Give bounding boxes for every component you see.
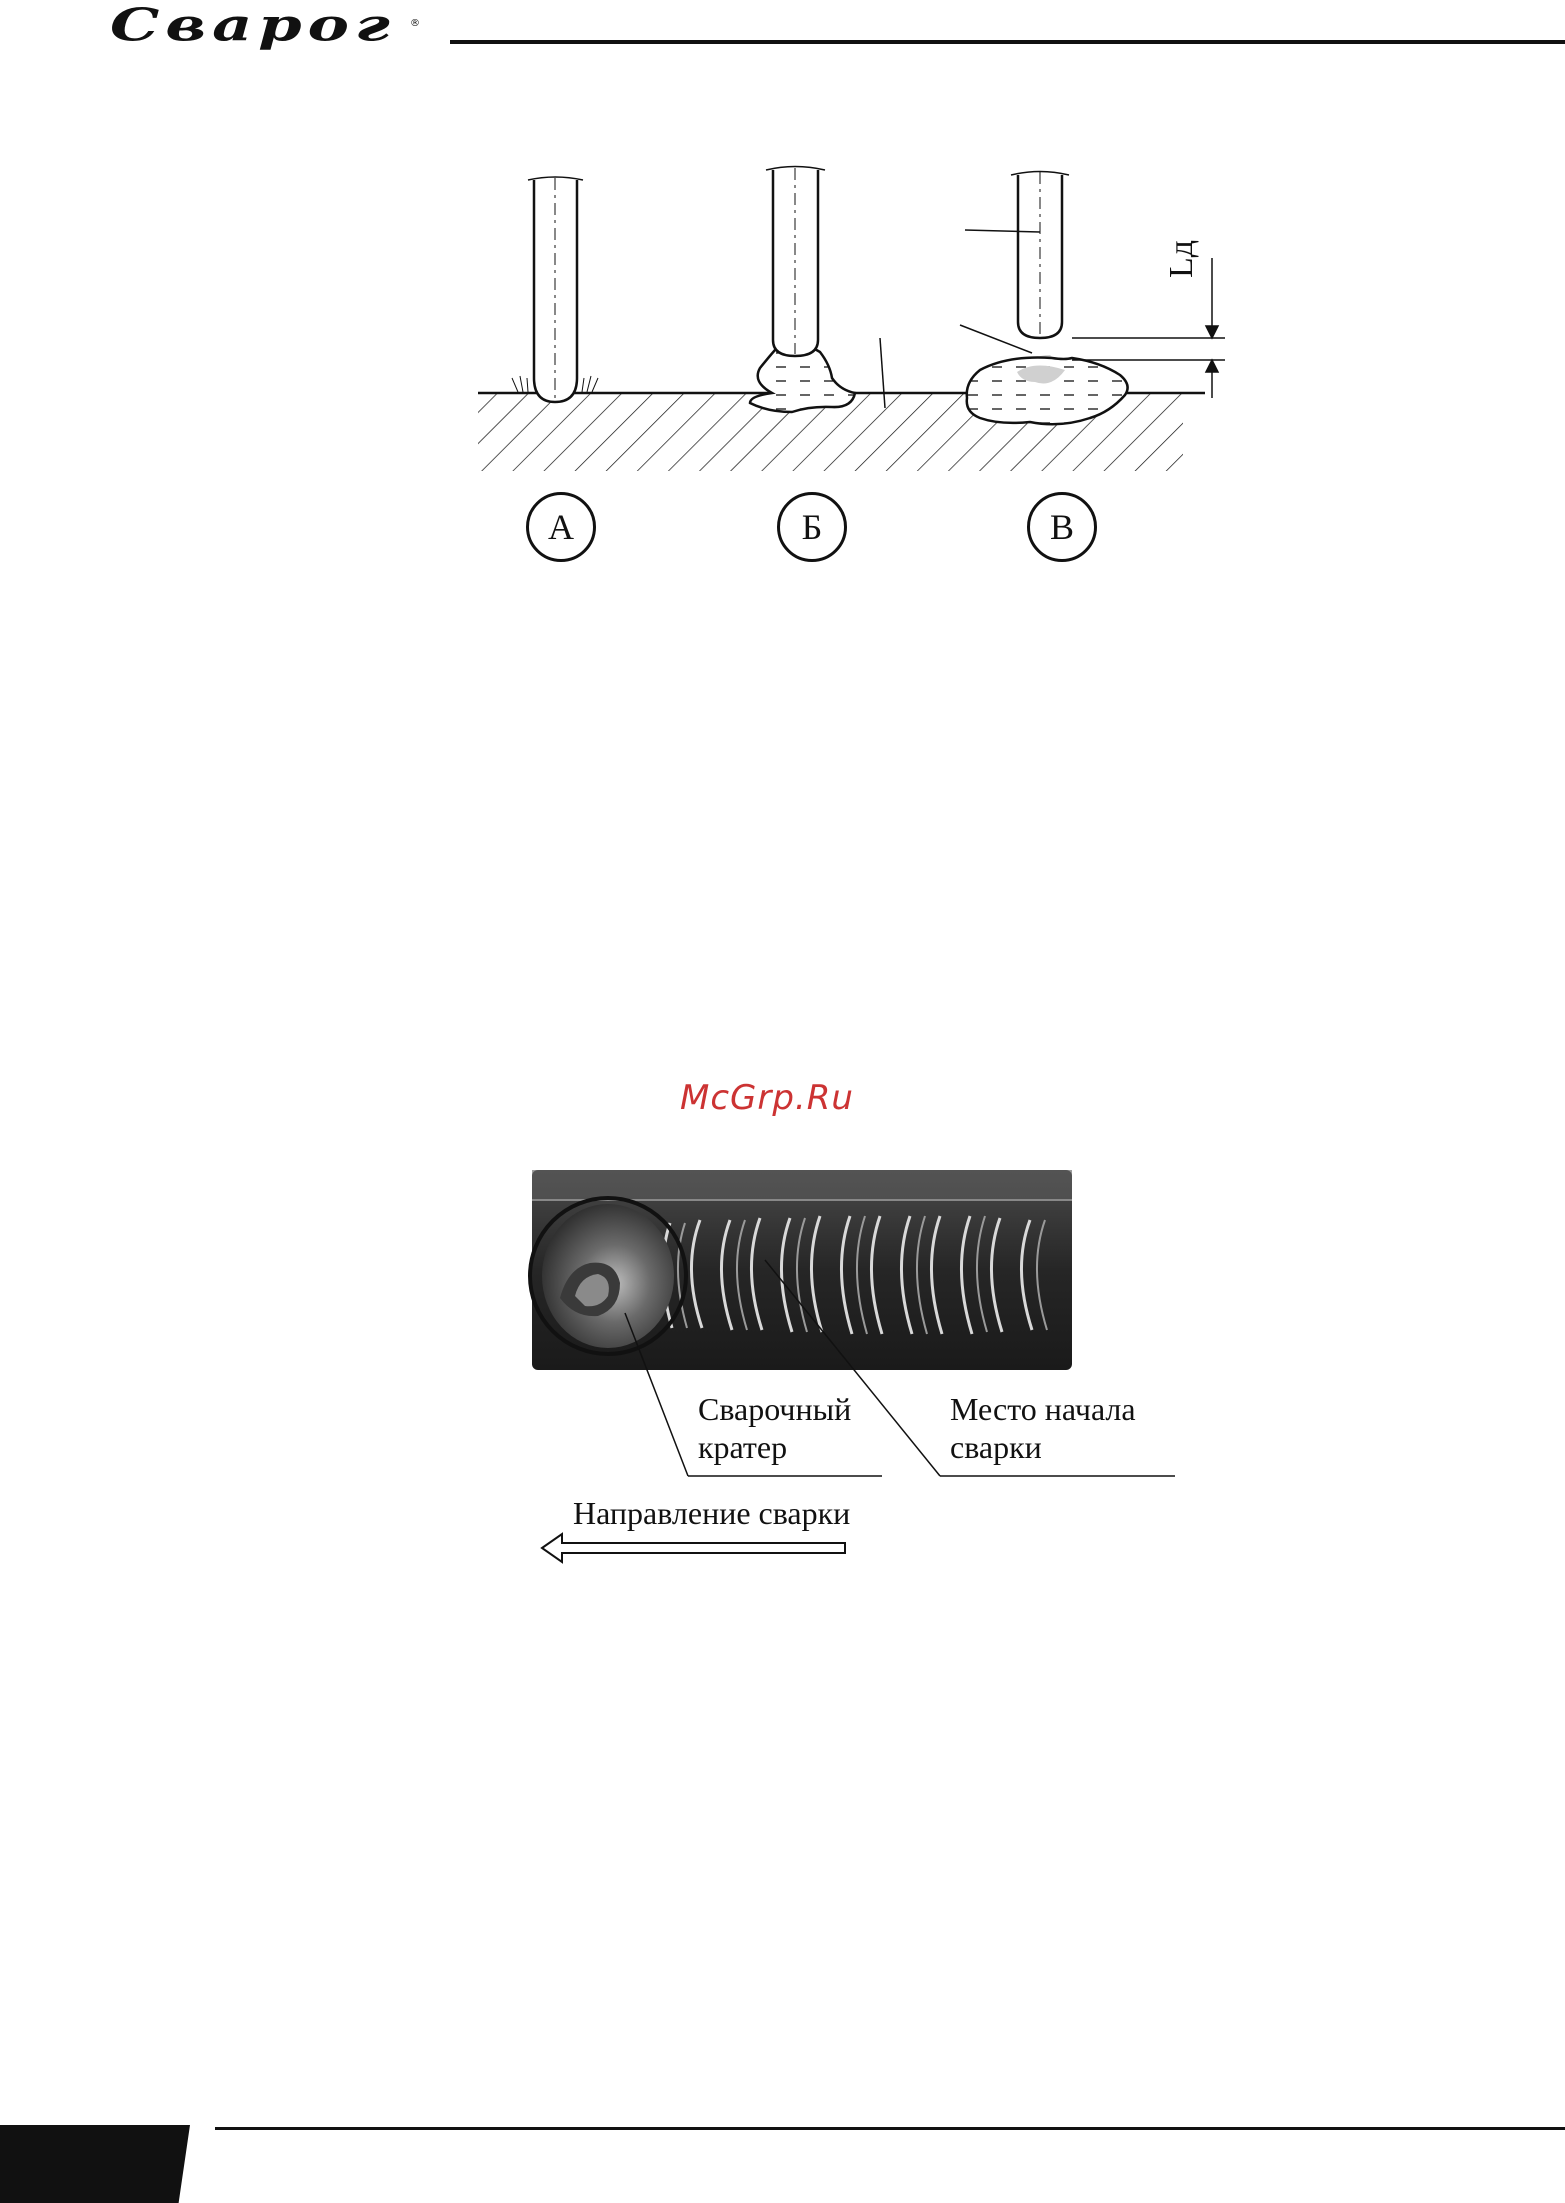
footer-page-tab <box>0 2125 190 2203</box>
crater-label-line2: кратер <box>698 1429 788 1465</box>
stage-label-b: Б <box>777 492 847 562</box>
registered-mark: ® <box>410 18 420 29</box>
weld-photo <box>530 1170 1072 1370</box>
stage-label-c: В <box>1027 492 1097 562</box>
electrode-stage-b <box>750 167 885 413</box>
stage-label-a: А <box>526 492 596 562</box>
footer-rule <box>215 2127 1565 2130</box>
welding-direction-label: Направление сварки <box>573 1495 851 1531</box>
welding-direction-arrow <box>542 1534 845 1562</box>
arc-length-label: Lд <box>1163 239 1200 278</box>
header-rule <box>450 40 1565 44</box>
electrode-stage-a <box>512 177 598 402</box>
start-label-line1: Место начала <box>950 1391 1136 1427</box>
watermark: McGrp.Ru <box>680 1078 854 1118</box>
brand-logo: Сварог <box>110 0 396 52</box>
start-label-line2: сварки <box>950 1429 1042 1465</box>
electrode-stage-c <box>960 172 1128 425</box>
crater-label-line1: Сварочный <box>698 1391 852 1427</box>
